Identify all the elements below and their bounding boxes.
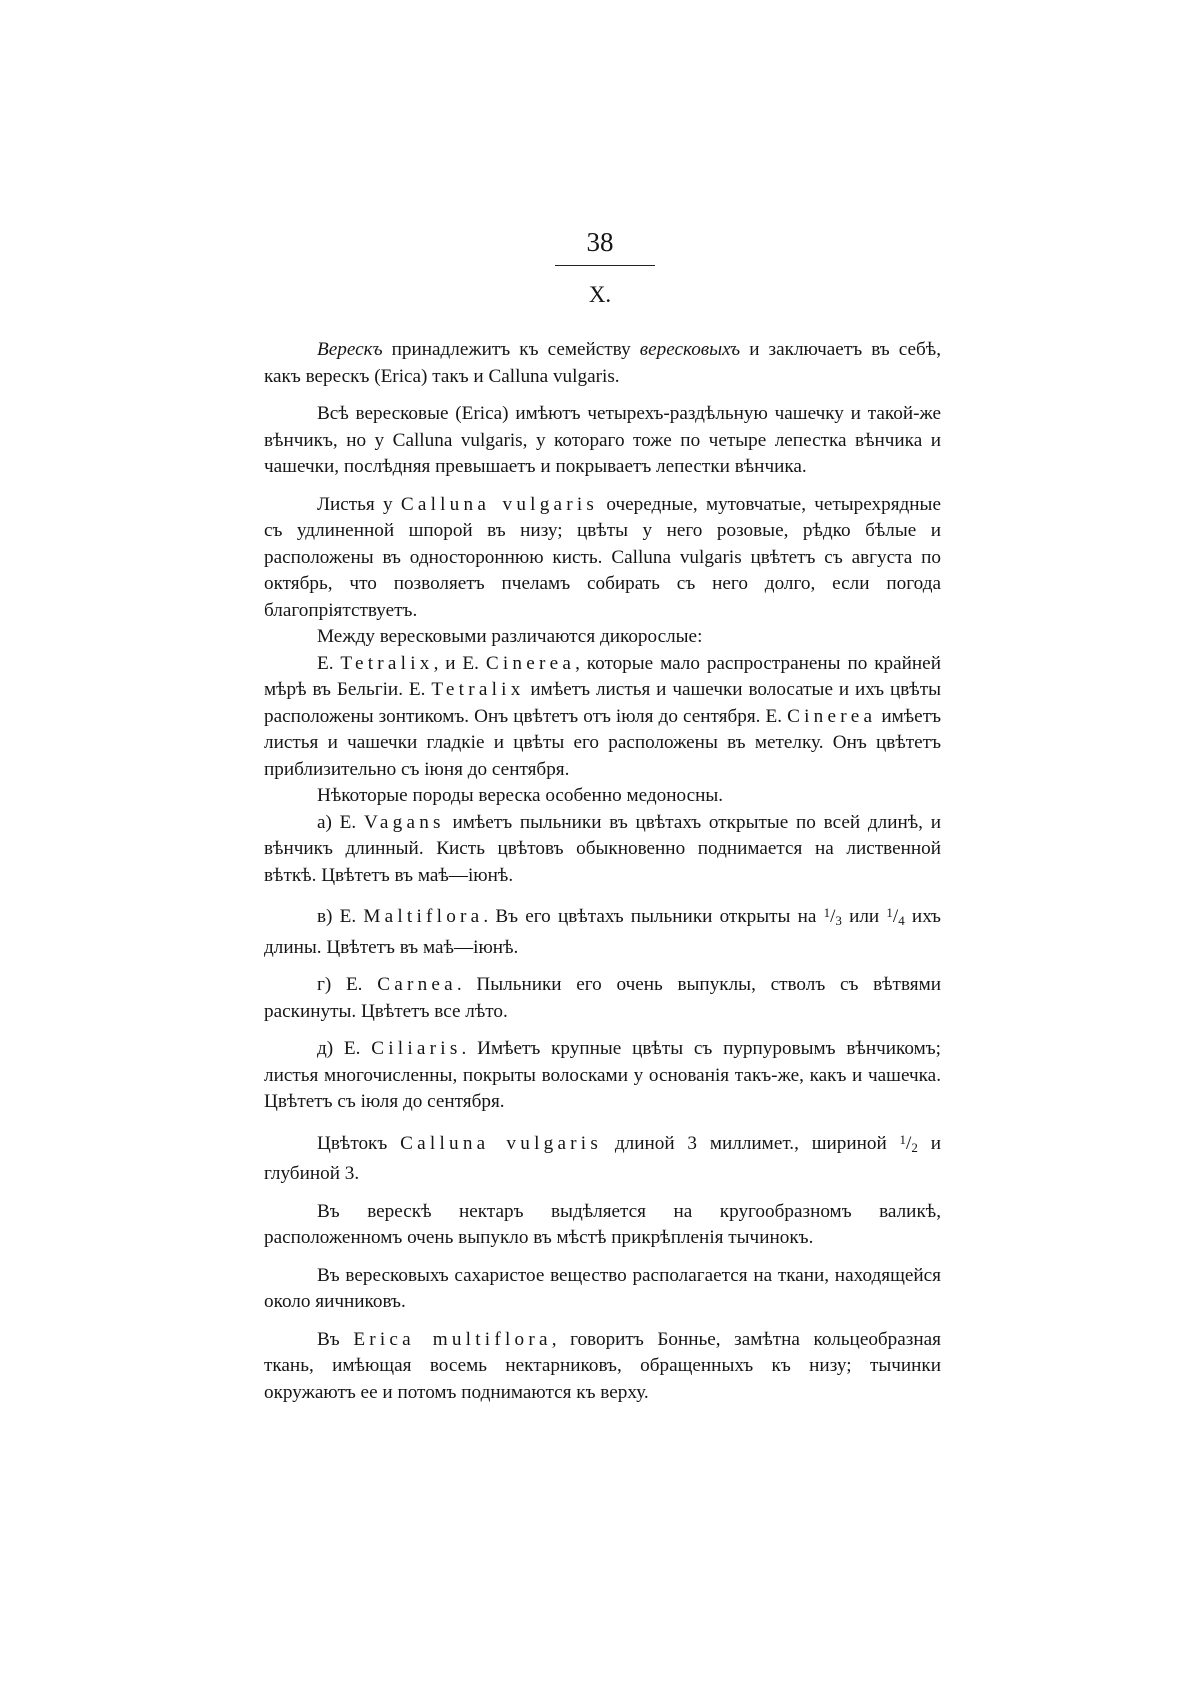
text-run: . Пыльники его очень выпуклы, стволъ съ вѣтвями раскинуты. Цвѣтетъ все лѣто. bbox=[264, 974, 941, 1022]
text-run: Между вересковыми различаются дикорослые: bbox=[317, 626, 703, 647]
paragraph-12 bbox=[264, 1199, 941, 1252]
text-run: . Имѣетъ крупные цвѣты съ пурпуровымъ вѣнчикомъ; листья многочисленны, покрыты волосками у основанія такъ-же, какъ и чашечка. Цвѣтетъ съ іюля до сентября. bbox=[264, 1038, 941, 1112]
text-run: Въ верескѣ нектаръ выдѣляется на кругообразномъ валикѣ, расположенномъ очень выпукло въ мѣстѣ прикрѣпленія тычинокъ. bbox=[264, 1200, 941, 1248]
text-run: Листья у bbox=[317, 493, 401, 515]
paragraph-11 bbox=[264, 1127, 941, 1188]
spaced-species-name: Tetralix bbox=[431, 679, 525, 700]
text-run: ихъ длины. Цвѣтетъ въ маѣ—іюнѣ. bbox=[264, 906, 941, 958]
text-run: Цвѣтокъ bbox=[317, 1132, 401, 1154]
fraction-slash: / bbox=[892, 906, 899, 927]
text-run: , которые мало распространены по крайней мѣрѣ въ Бельгіи. E. bbox=[264, 652, 941, 700]
paragraph-1 bbox=[264, 337, 941, 390]
text-run: имѣетъ листья и чашечки волосатые и ихъ цвѣты расположены зонтикомъ. Онъ цвѣтетъ отъ іюля до сентября. E. bbox=[264, 679, 941, 727]
paragraph-5 bbox=[264, 651, 941, 784]
text-run: имѣетъ пыльники въ цвѣтахъ открытые по всей длинѣ, и вѣнчикъ длинный. Кисть цвѣтовъ обыкновенно поднимается на лиственной вѣткѣ. Цвѣтетъ въ маѣ—іюнѣ. bbox=[264, 811, 941, 886]
spaced-species-name: Ciliaris bbox=[371, 1038, 462, 1059]
text-run: г) E. bbox=[317, 974, 378, 995]
text-run: , говоритъ Боннье, замѣтна кольцеобразная ткань, имѣющая восемь нектарниковъ, обращенныхъ къ низу; тычинки окружаютъ ее и потомъ поднимаются къ верху. bbox=[264, 1328, 941, 1403]
paragraph-4 bbox=[264, 624, 941, 651]
fraction-denominator: 2 bbox=[911, 1139, 918, 1155]
fraction-numerator: 1 bbox=[886, 905, 893, 920]
text-run: длиной 3 миллимет., шириной bbox=[602, 1132, 900, 1154]
spaced-species-name: Erica multiflora bbox=[353, 1328, 552, 1350]
text-run: имѣетъ листья и чашечки гладкіе и цвѣты его расположены въ метелку. Онъ цвѣтетъ приблизительно съ іюня до сентября. bbox=[264, 705, 941, 780]
paragraph-7 bbox=[264, 810, 941, 890]
body-text bbox=[264, 337, 941, 1406]
chapter-heading: X. bbox=[588, 282, 612, 307]
paragraph-13 bbox=[264, 1263, 941, 1316]
text-run: Въ вересковыхъ сахаристое вещество располагается на ткани, находящейся около яичниковъ. bbox=[264, 1264, 941, 1312]
page-number: 38 bbox=[586, 227, 614, 257]
text-run: и заключаетъ въ себѣ, какъ верескъ (Erica) такъ и Calluna vulgaris. bbox=[264, 339, 941, 387]
paragraph-14 bbox=[264, 1327, 941, 1407]
text-run: а) E. bbox=[317, 811, 364, 833]
text-run: д) E. bbox=[317, 1038, 372, 1059]
spaced-species-name: Vagans bbox=[363, 811, 445, 833]
fraction-slash: / bbox=[906, 1132, 912, 1154]
text-run: Въ bbox=[317, 1328, 354, 1350]
spaced-species-name: Calluna vulgaris bbox=[400, 493, 599, 515]
paragraph-3 bbox=[264, 492, 941, 625]
spaced-species-name: Cinerea bbox=[787, 705, 877, 727]
paragraph-6 bbox=[264, 783, 941, 810]
text-run: . Въ его цвѣтахъ пыльники открыты на bbox=[483, 906, 824, 927]
text-run: Всѣ вересковые (Erica) имѣютъ четырехъ-раздѣльную чашечку и такой-же вѣнчикъ, но у Calluna vulgaris, у котораго тоже по четыре лепестка вѣнчика и чашечки, послѣдняя превышаетъ и покрываетъ лепестки вѣнчика. bbox=[264, 403, 941, 477]
italic-term: вересковыхъ bbox=[639, 339, 741, 360]
text-run: очередные, мутовчатые, четырехрядные съ удлиненной шпорой въ низу; цвѣты у него розовые, рѣдко бѣлые и расположены въ одностороннюю кисть. Calluna vulgaris цвѣтетъ съ августа по октябрь, что позволяетъ пчеламъ собирать съ него долго, если погода благопріятствуетъ. bbox=[264, 493, 941, 621]
text-run: и глубиной 3. bbox=[264, 1132, 941, 1184]
spaced-species-name: Maltiflora bbox=[363, 906, 484, 927]
fraction-denominator: 4 bbox=[898, 913, 905, 928]
spaced-species-name: Tetralix bbox=[340, 652, 434, 674]
paragraph-2 bbox=[264, 401, 941, 481]
header-rule bbox=[555, 265, 655, 266]
text-run: Нѣкоторые породы вереска особенно медоносны. bbox=[317, 785, 724, 806]
paragraph-10 bbox=[264, 1036, 941, 1116]
text-run: или bbox=[841, 906, 887, 927]
text-run: в) E. bbox=[317, 906, 364, 927]
spaced-species-name: Calluna vulgaris bbox=[400, 1132, 603, 1154]
fraction-denominator: 3 bbox=[835, 913, 842, 928]
fraction-numerator: 1 bbox=[899, 1131, 907, 1147]
text-run: принадлежитъ къ семейству bbox=[382, 339, 640, 360]
text-run: , и E. bbox=[433, 652, 486, 674]
fraction-slash: / bbox=[830, 906, 836, 927]
paragraph-9 bbox=[264, 972, 941, 1025]
spaced-species-name: Cinerea bbox=[485, 652, 576, 674]
italic-term: Верескъ bbox=[317, 339, 383, 360]
paragraph-8 bbox=[264, 900, 941, 961]
fraction-numerator: 1 bbox=[823, 905, 831, 920]
spaced-species-name: Carnea bbox=[377, 974, 457, 995]
text-run: E. bbox=[317, 652, 341, 674]
